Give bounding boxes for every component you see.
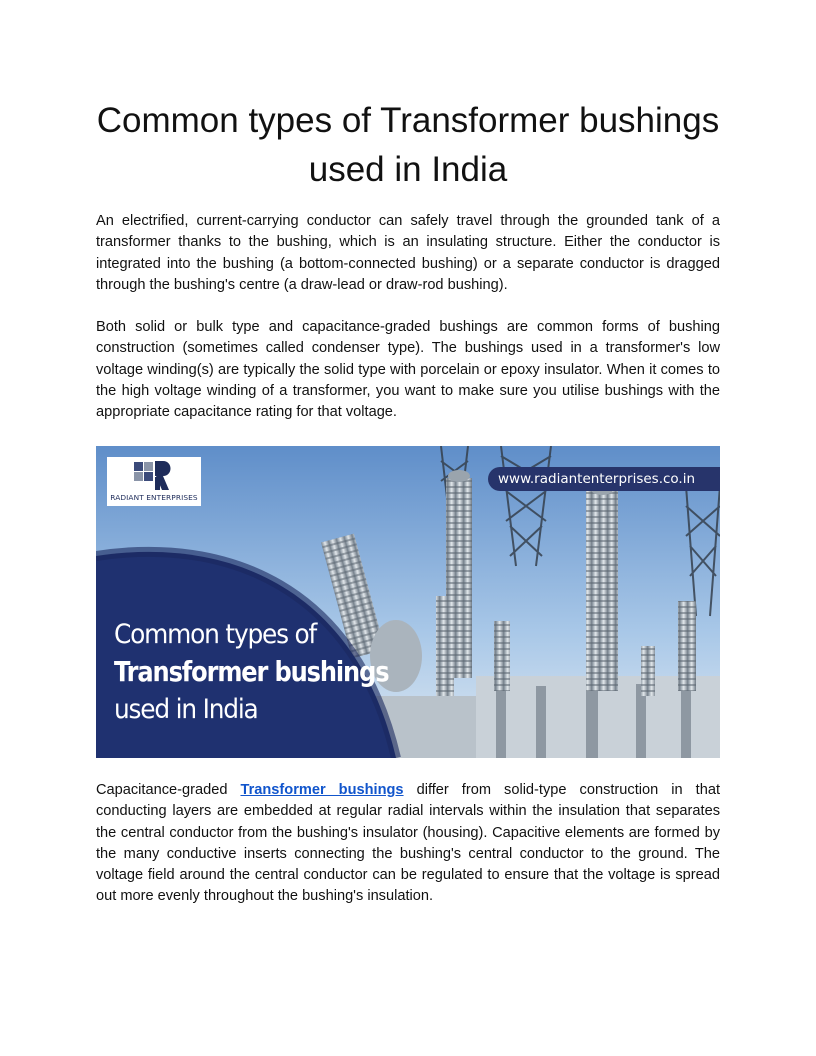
para3-lead-text: Capacitance-graded (96, 782, 241, 798)
banner-heading-line-1: Common types of (114, 619, 317, 650)
logo-text: RADIANT ENTERPRISES (110, 493, 198, 502)
construction-paragraph: Both solid or bulk type and capacitance-graded bushings are common forms of bushing construction (sometimes called condenser type). The bushings used in a transformer's low voltage winding(s) are typically the solid type with porcelain or epoxy insulator. When it comes to the high voltage winding of a transformer, you want to make sure you utilise bushings with the appropriate capacitance rating for that voltage. (96, 319, 720, 421)
banner-heading (114, 616, 404, 728)
banner-heading-line-2: Transformer bushings (114, 655, 389, 688)
page-title: Common types of Transformer bushings used in India (96, 101, 720, 189)
banner-heading-line-3: used in India (114, 694, 258, 725)
intro-paragraph: An electrified, current-carrying conductor can safely travel through the grounded tank of a transformer thanks to the bushing, which is an insulating structure. Either the conductor is integrated into the bushing (a bottom-connected bushing) or a separate conductor is dragged through the bushing's centre (a draw-lead or draw-rod bushing). (96, 213, 720, 293)
logo-mark-icon (107, 457, 201, 493)
capacitance-paragraph (96, 780, 720, 908)
website-badge: www.radiantenterprises.co.in (488, 467, 720, 491)
transformer-bushings-link[interactable]: Transformer bushings (240, 782, 404, 798)
para3-body-text: differ from solid-type construction in that conducting layers are embedded at regular radial intervals within the insulation that separates the central conductor from the bushing's insulator (housing). Capacitive elements are formed by the many conductive inserts connecting the bushing's central conductor to the ground. The voltage field around the central conductor can be regulated to ensure that the voltage is spread out more evenly throughout the bushing's insulation. (96, 782, 721, 905)
radiant-logo (107, 457, 201, 506)
banner-image (96, 446, 720, 758)
